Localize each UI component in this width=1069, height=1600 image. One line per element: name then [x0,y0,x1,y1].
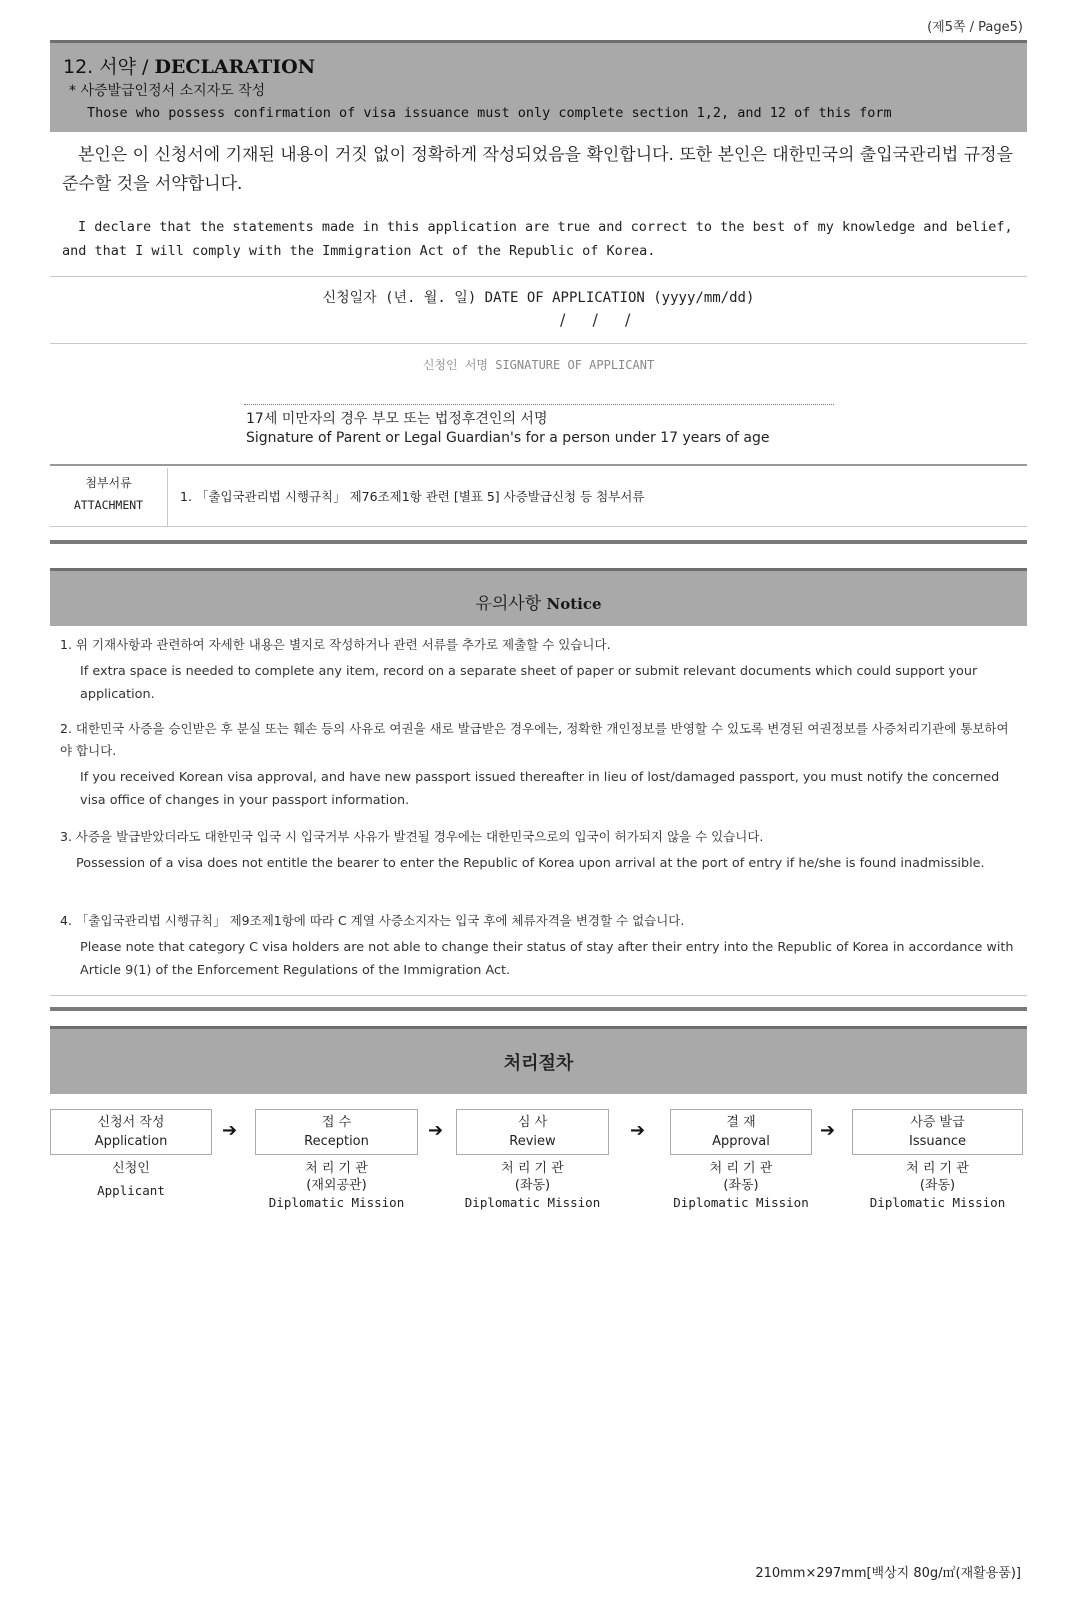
notice-header [50,568,1027,626]
attachment-item: 1. 「출입국관리법 시행규칙」 제76조제1항 관련 [별표 5] 사증발급신청 등 첨부서류 [180,489,645,504]
notice-item-en: Possession of a visa does not entitle the bearer to enter the Republic of Korea upon arrival at the port of entry if he/she is found inadmissible. [76,856,985,871]
notice-item-en: If you received Korean visa approval, and have new passport issued thereafter in lieu of lost/damaged passport, you must notify the concerned visa office of changes in your passport information. [80,770,1000,808]
notice-title-en: Notice [546,595,602,613]
step-label-ko: 심 사 [517,1115,548,1130]
step-label-en: Issuance [909,1134,966,1149]
arrow-icon: ➔ [222,1120,238,1141]
step-application-actor [50,1160,212,1199]
step-label-en: Approval [712,1134,770,1149]
notice-item [60,718,1015,812]
step-label-en: Application [94,1134,168,1149]
step-actor-ko: 처 리 기 관 [305,1161,368,1176]
notice-item [60,910,1015,982]
step-actor-detail: (좌동) [919,1178,956,1193]
step-actor-ko: 신청인 [112,1161,150,1176]
declaration-note-ko: * 사증발급인정서 소지자도 작성 [69,83,266,99]
section-divider [50,540,1027,544]
step-review [456,1109,609,1155]
guardian-signature-label-ko: 17세 미만자의 경우 부모 또는 법정후견인의 서명 [246,411,548,427]
notice-item-ko: 1. 위 기재사항과 관련하여 자세한 내용은 별지로 작성하거나 관련 서류를 추가로 제출할 수 있습니다. [60,637,611,652]
step-issuance [852,1109,1023,1155]
divider [50,464,1027,466]
notice-item-ko: 2. 대한민국 사증을 승인받은 후 분실 또는 훼손 등의 사유로 여권을 새로 발급받은 경우에는, 정확한 개인정보를 반영할 수 있도록 변경된 여권정보를 사증처리기관에 통보하여야 합니다. [60,721,1009,758]
attachment-label [50,468,168,526]
arrow-icon: ➔ [820,1120,836,1141]
declaration-title-ko: 12. 서약 / [63,56,155,78]
step-actor-ko: 처 리 기 관 [709,1161,773,1176]
arrow-icon: ➔ [630,1120,646,1141]
step-review-actor [456,1160,609,1211]
attachment-label-ko: 첨부서류 [85,476,132,490]
step-approval-actor [656,1160,826,1211]
divider [50,526,1027,527]
divider [50,343,1027,344]
notice-item-en: Please note that category C visa holders are not able to change their status of stay after their entry into the Republic of Korea in accordance with Article 9(1) of the Enforcement Regulations of the Immigration Act. [80,940,1014,978]
step-issuance-actor [852,1160,1023,1211]
step-approval [670,1109,812,1155]
step-reception-actor [255,1160,418,1211]
divider [50,276,1027,277]
step-actor-en: Diplomatic Mission [673,1195,809,1210]
step-label-ko: 신청서 작성 [97,1115,165,1130]
notice-item [60,826,1015,875]
step-actor-detail: (재외공관) [306,1178,367,1193]
date-of-application-label: 신청일자 (년. 월. 일) DATE OF APPLICATION (yyyy/mm/dd) [322,290,755,306]
notice-item-en: If extra space is needed to complete any item, record on a separate sheet of paper or submit relevant documents which could support your application. [80,664,978,702]
step-label-ko: 사증 발급 [910,1115,965,1130]
step-label-ko: 결 재 [726,1115,756,1130]
step-label-en: Reception [304,1134,369,1149]
step-actor-detail: (좌동) [723,1178,759,1193]
declaration-title [63,52,1014,79]
step-actor-ko: 처 리 기 관 [906,1161,969,1176]
guardian-signature-label-en: Signature of Parent or Legal Guardian's for a person under 17 years of age [246,430,770,446]
step-actor-detail: (좌동) [514,1178,551,1193]
notice-item-ko: 4. 「출입국관리법 시행규칙」 제9조제1항에 따라 C 계열 사증소지자는 입국 후에 체류자격을 변경할 수 없습니다. [60,913,685,928]
declaration-note-en: Those who possess confirmation of visa issuance must only complete section 1,2, and 12 of this form [87,105,892,121]
step-application [50,1109,212,1155]
signature-of-applicant-field[interactable]: 신청인 서명 SIGNATURE OF APPLICANT [422,358,655,372]
paper-spec-footer: 210mm×297mm[백상지 80g/㎡(재활용품)] [755,1566,1021,1581]
declaration-header [50,40,1027,132]
procedure-header: 처리절차 [50,1026,1027,1094]
step-actor-ko: 처 리 기 관 [501,1161,564,1176]
divider [50,995,1027,996]
guardian-signature-line[interactable] [244,404,834,405]
step-label-ko: 접 수 [321,1115,352,1130]
date-of-application-field[interactable]: / / / [560,310,631,329]
notice-title-ko: 유의사항 [475,594,547,614]
step-actor-en: Diplomatic Mission [268,1195,405,1210]
step-actor-en: Diplomatic Mission [464,1195,601,1210]
declaration-title-en: DECLARATION [154,56,316,78]
declaration-statement-ko: 본인은 이 신청서에 기재된 내용이 거짓 없이 정확하게 작성되었음을 확인합니다. 또한 본인은 대한민국의 출입국관리법 규정을 준수할 것을 서약합니다. [62,145,1013,194]
notice-item [60,634,1015,706]
step-actor-en: Diplomatic Mission [869,1195,1006,1210]
step-reception [255,1109,418,1155]
declaration-statement-en: I declare that the statements made in this application are true and correct to the best of my knowledge and belief, and that I will comply with the Immigration Act of the Republic of Korea. [62,219,1013,259]
step-actor-en: Applicant [97,1183,165,1198]
section-divider [50,1007,1027,1011]
attachment-label-en: ATTACHMENT [73,498,144,512]
arrow-icon: ➔ [428,1120,444,1141]
notice-item-ko: 3. 사증을 발급받았더라도 대한민국 입국 시 입국거부 사유가 발견될 경우에는 대한민국으로의 입국이 허가되지 않을 수 있습니다. [60,829,764,844]
step-label-en: Review [509,1134,556,1149]
page-number: (제5쪽 / Page5) [927,20,1023,35]
